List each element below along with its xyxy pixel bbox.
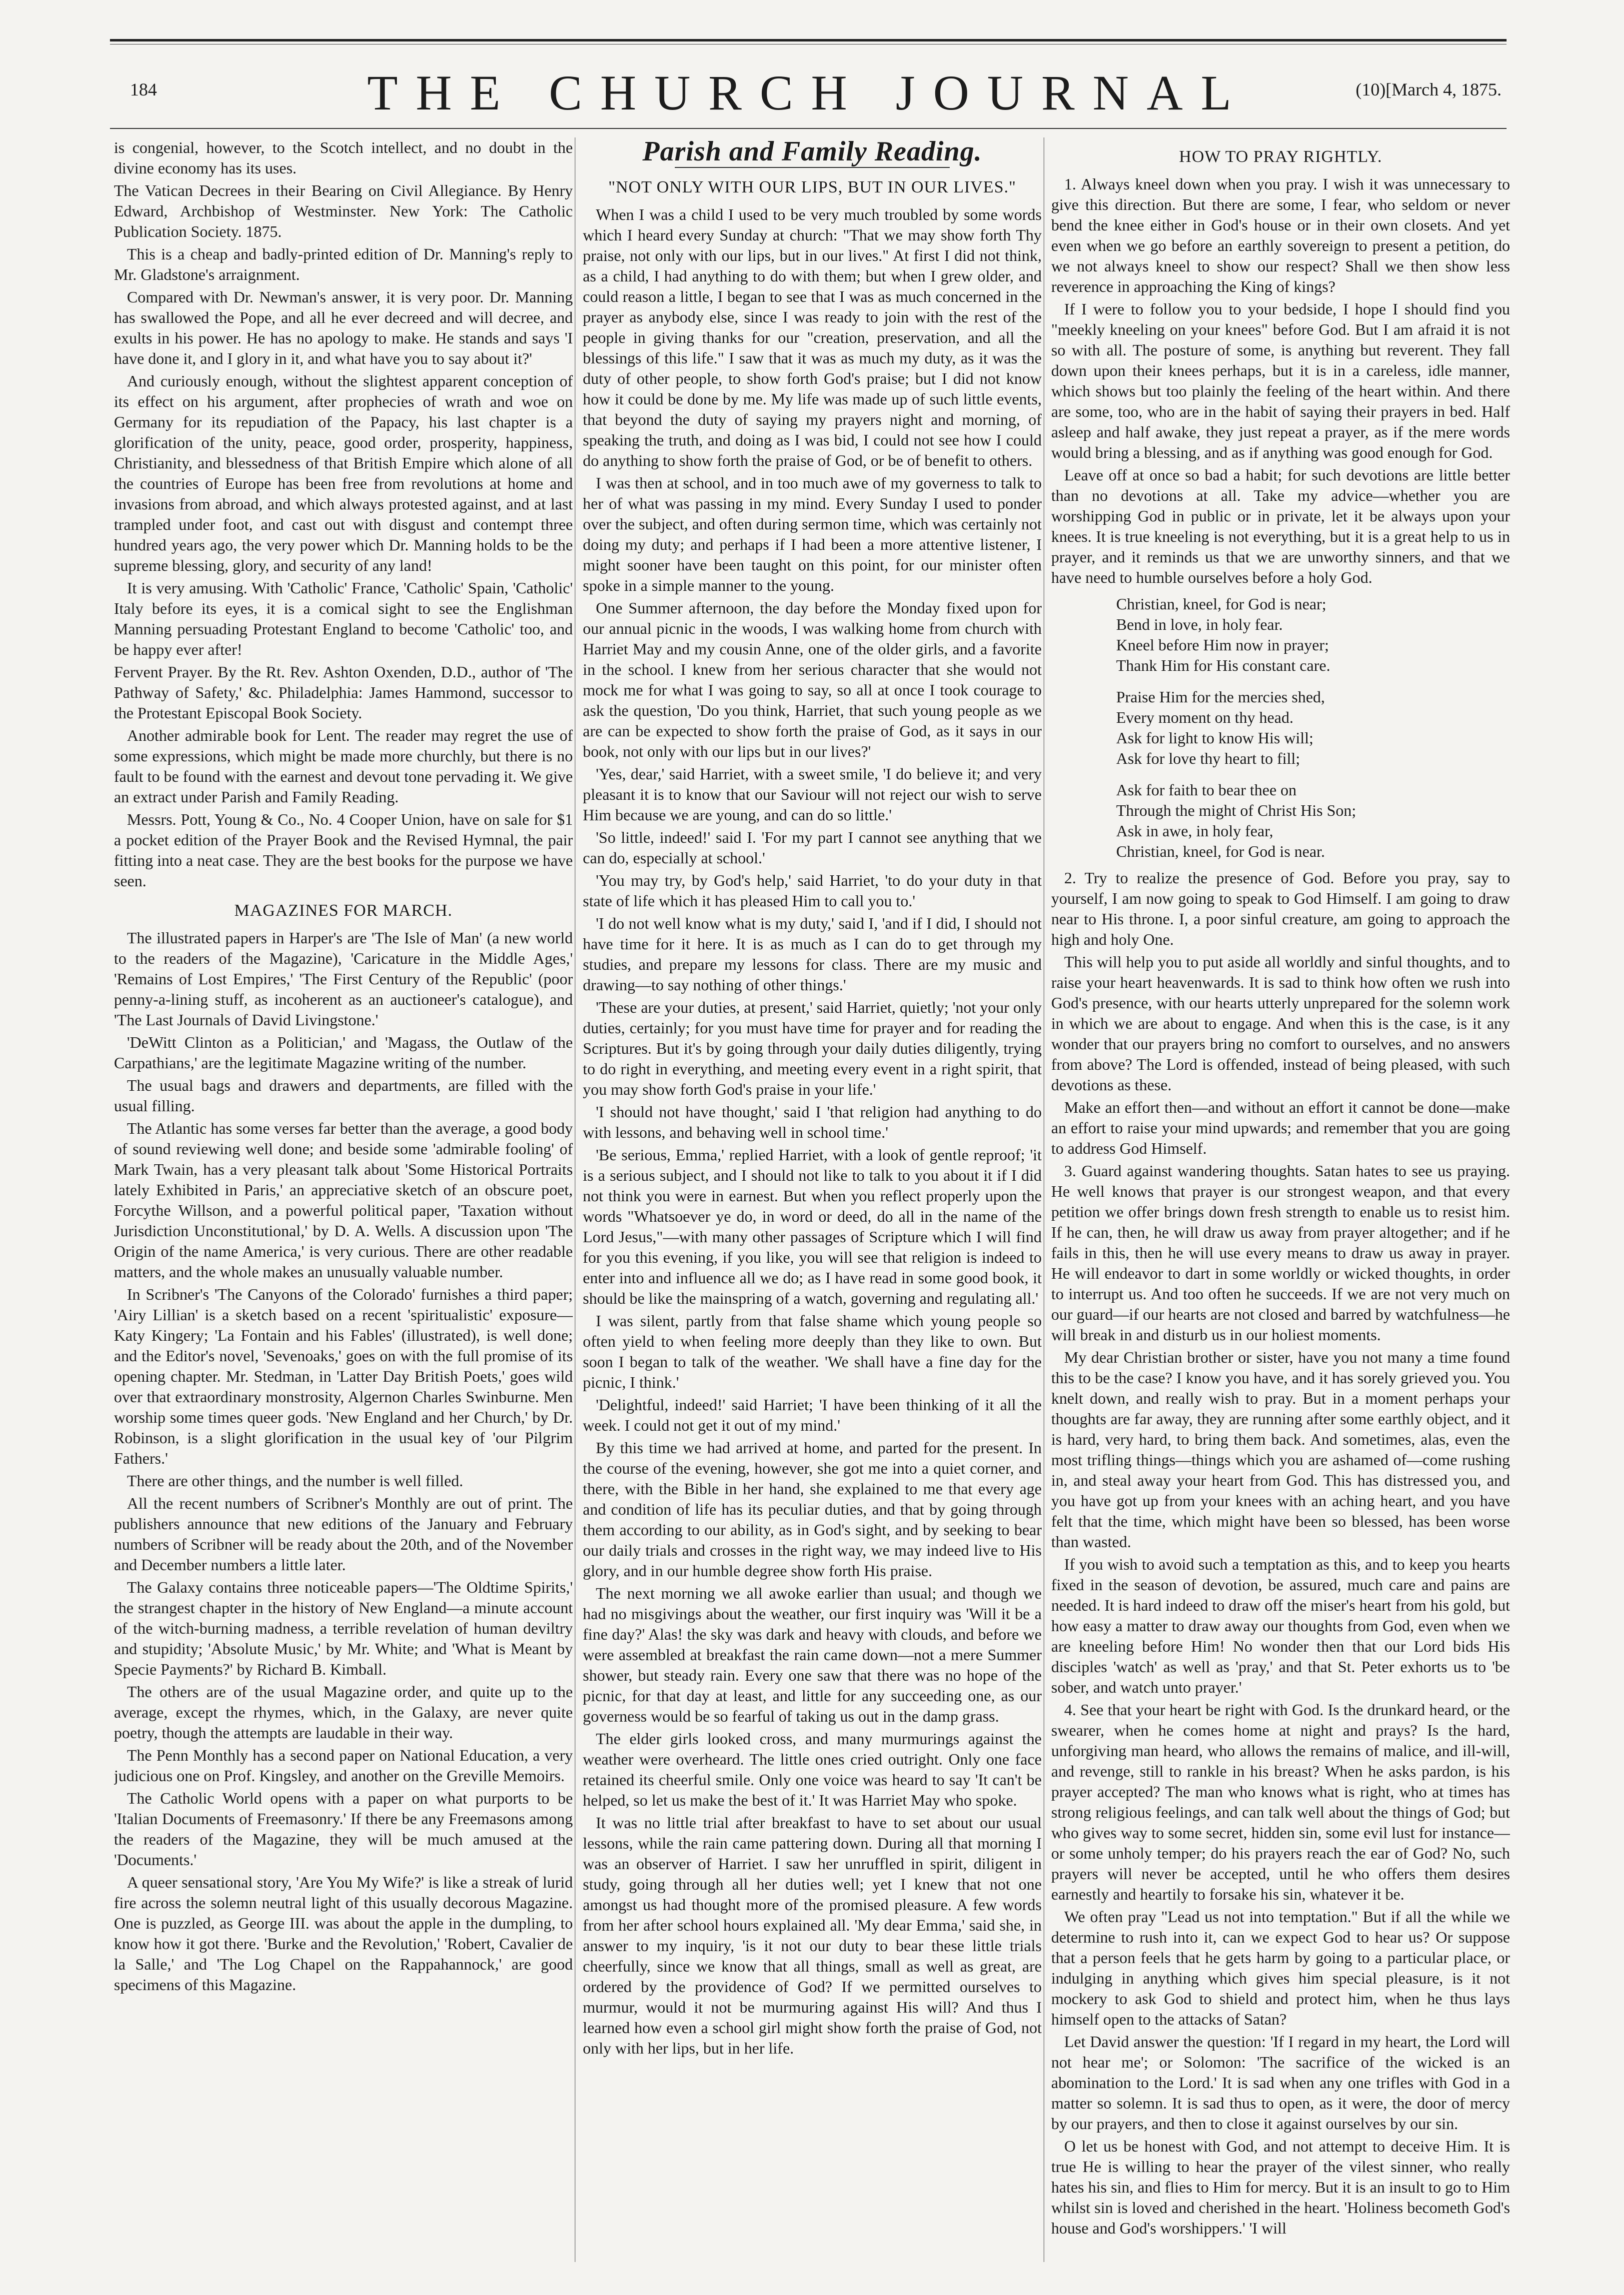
paragraph: The Atlantic has some verses far better than the average, a good body of sound reviewing well done; and beside some 'admirable fooling' of Mark Twain, has a very pleasant talk about 'Some Historical Portraits lately Exhibited in Paris,' an appreciative sketch of an obscure poet, Forcythe Willson, and a powerful political paper, 'Taxation without Jurisdiction Unconstitutional,' by D. A. Wells. A discussion upon 'The Origin of the name America,' is very curious. There are other readable matters, and the whole makes an unusually valuable number.	[114, 1119, 573, 1281]
magazine-paragraphs	[114, 928, 573, 1995]
paragraph: This is a cheap and badly-printed edition of Dr. Manning's reply to Mr. Gladstone's arraignment.	[114, 245, 573, 283]
paragraph: When I was a child I used to be very much troubled by some words which I heard every Sunday at church: "That we may show forth Thy praise, not only with our lips, but in our lives." At first I did not think, as a child, I had anything to do with them; but when I grew older, and could reason a little, I began to see that I was as much concerned in the prayer as anybody else, since I was ready to join with the rest of the people in giving thanks for our "creation, preservation, and all the blessings of this life." I saw that it was as much my duty, as it was the duty of other people, to show forth God's praise; but I did not know how it could be done by me. My life was made up of such little events, that beyond the duty of saying my prayers night and morning, of speaking the truth, and doing as I was bid, I could not see how I could do anything to show forth the praise of God, or be of benefit to others.	[583, 205, 1042, 469]
page-header	[110, 60, 1507, 120]
verse-line: Through the might of Christ His Son;	[1116, 801, 1356, 819]
prayer-body	[1051, 868, 1510, 2239]
paragraph: My dear Christian brother or sister, have you not many a time found this to be the case? I know you have, and it has sorely grieved you. You knelt down, and really wish to pray. But in a moment perhaps your thoughts are far away, they are running after some earthly object, and it is hard, very hard, to bring them back. And sometimes, alas, even the most trifling things—things which you are ashamed of—come rushing in, and steal away your heart from God. This has distressed you, and you have got up from your knees with an aching heart, and you have felt that the time, which might have been so blessed, has been worse than wasted.	[1051, 1348, 1510, 1551]
paragraph: The Galaxy contains three noticeable papers—'The Oldtime Spirits,' the strangest chapter in the history of New England—a minute account of the witch-burning madness, a terrible revelation of human deviltry and stupidity; 'Absolute Music,' by Mr. White; and 'What is Meant by Specie Payments?' by Richard B. Kimball.	[114, 1578, 573, 1678]
story-paragraphs	[583, 204, 1042, 2059]
paragraph: 'These are your duties, at present,' said Harriet, quietly; 'not your only duties, certainly; for you must have time for prayer and for reading the Scriptures. But it's by going through your daily duties diligently, trying to do right in everything, and meeting every event in a right spirit, that you may show forth God's praise in your life.'	[583, 998, 1042, 1098]
verse-line: Every moment on thy head.	[1116, 708, 1294, 726]
paragraph: The Catholic World opens with a paper on what purports to be 'Italian Documents of Freemasonry.' If there be any Freemasons among the readers of the Magazine, they will be much amused at the 'Documents.'	[114, 1789, 573, 1869]
issue-dateline: (10)[March 4, 1875.	[1356, 79, 1502, 99]
verse-line: Ask for faith to bear thee on	[1116, 781, 1297, 799]
paragraph: We often pray "Lead us not into temptation." But if all the while we determine to rush into it, can we expect God to hear us? Or suppose that a person feels that he gets harm by going to a particular place, or indulging in anything which gives him special pleasure, is it not mockery to ask God to shield and protect him, when he thus lays himself open to the attacks of Satan?	[1051, 1908, 1510, 2028]
verse-line: Praise Him for the mercies shed,	[1116, 688, 1325, 706]
paragraph: 'So little, indeed!' said I. 'For my part I cannot see anything that we can do, especially at school.'	[583, 828, 1042, 867]
paragraph: 'I should not have thought,' said I 'that religion had anything to do with lessons, and behaving well in school time.'	[583, 1103, 1042, 1141]
paragraph: The illustrated papers in Harper's are 'The Isle of Man' (a new world to the readers of the Magazine), 'Caricature in the Middle Ages,' 'Remains of Lost Empires,' 'The First Century of the Republic' (poor penny-a-lining stuff, as incoherent as an auctioneer's catalogue), and 'The Last Journals of David Livingstone.'	[114, 929, 573, 1029]
paragraph: By this time we had arrived at home, and parted for the present. In the course of the evening, however, she got me into a quiet corner, and there, with the Bible in her hand, she explained to me that every age and condition of life has its peculiar duties, and that by going through them according to our ability, as in God's sight, and by seeking to bear our daily trials and crosses in the right way, we may indeed live to His glory, and in our humble degree show forth His praise.	[583, 1439, 1042, 1580]
verse-line: Christian, kneel, for God is near.	[1116, 842, 1325, 860]
paragraph: 'Be serious, Emma,' replied Harriet, with a look of gentle reproof; 'it is a serious subject, and I should not like to talk to you about it if I did not think you were in earnest. But when you reflect properly upon the words "Whatsoever ye do, in word or deed, do all in the name of the Lord Jesus,"—with many other passages of Scripture which I will find for you this evening, if you like, you will see that religion is indeed to enter into and influence all we do; as I have read in some good book, it should be like the mainspring of a watch, governing and regulating all.'	[583, 1146, 1042, 1307]
masthead-title: THE CHURCH JOURNAL	[367, 65, 1250, 120]
paragraph: 1. Always kneel down when you pray. I wish it was unnecessary to give this direction. But there are some, I fear, who seldom or never bend the knee either in God's house or in their own closets. And yet even when we go before an earthly sovereign to present a petition, do we not always kneel to show our respect? Shall we then show less reverence in approaching the King of kings?	[1051, 175, 1510, 295]
magazines-heading: MAGAZINES FOR MARCH.	[234, 901, 453, 920]
verse-line: Ask for light to know His will;	[1116, 729, 1314, 747]
verse-line: Bend in love, in holy fear.	[1116, 615, 1283, 633]
paragraph: One Summer afternoon, the day before the Monday fixed upon for our annual picnic in the woods, I was walking home from church with Harriet May and my cousin Anne, one of the older girls, and a favorite in the school. I knew from her serious character that she would not mock me for what I was going to say, so all at once I took courage to ask the question, 'Do you think, Harriet, that such young people as we are can be expected to show forth the praise of God, as it says in our book, not only with our lips but in our lives?'	[583, 599, 1042, 760]
column-parish-reading	[583, 137, 1042, 2287]
paragraph: The usual bags and drawers and departments, are filled with the usual filling.	[114, 1076, 573, 1115]
paragraph: 3. Guard against wandering thoughts. Satan hates to see us praying. He well knows that prayer is our strongest weapon, and that every petition we offer brings down fresh strength to enable us to resist him. If he can, then, he will draw us away from prayer altogether; and if he fails in this, then he will use every means to draw us away in prayer. He will endeavor to dart in some worldly or wicked thoughts, in order to interrupt us. And too often he succeeds. If we are not very much on our guard—if our hearts are not closed and barred by watchfulness—he will break in and disturb us in our holiest moments.	[1051, 1162, 1510, 1344]
paragraph: Compared with Dr. Newman's answer, it is very poor. Dr. Manning has swallowed the Pope, and all he ever decreed and will decree, and exults in his power. He has no apology to make. He stands and says 'I have done it, and I glory in it, and what have you to say about it?'	[114, 288, 573, 367]
stanza-break	[1116, 676, 1510, 687]
paragraph: If I were to follow you to your bedside, I hope I should find you "meekly kneeling on your knees" before God. But I am afraid it is not so with all. The posture of some, is anything but reverent. They fall down upon their knees perhaps, but it is in a careless, idle manner, which shows but too plainly the feeling of the heart within. And there are some, too, who are in the habit of saying their prayers in bed. Half asleep and half awake, they just repeat a prayer, as if the mere words would bring a blessing, and as if anything was good enough for God.	[1051, 300, 1510, 461]
paragraph: A queer sensational story, 'Are You My Wife?' is like a streak of lurid fire across the solemn neutral light of this usually decorous Magazine. One is puzzled, as George III. was about the apple in the dumpling, to know how it got there. 'Burke and the Revolution,' 'Robert, Cavalier de la Salle,' and 'The Log Chapel on the Rappahannock,' are good specimens of this Magazine.	[114, 1873, 573, 1994]
paragraph: O let us be honest with God, and not attempt to deceive Him. It is true He is willing to hear the prayer of the vilest sinner, who really hates his sin, and flies to Him for mercy. But it is an insult to go to Him whilst sin is loved and cherished in the heart. 'Holiness becometh God's house and God's worshippers.' 'I will	[1051, 2137, 1510, 2237]
paragraph: All the recent numbers of Scribner's Monthly are out of print. The publishers announce that new editions of the January and February numbers of Scribner will be ready about the 20th, and of the November and December numbers a little later.	[114, 1494, 573, 1574]
paragraph: 'Yes, dear,' said Harriet, with a sweet smile, 'I do believe it; and very pleasant it is to know that our Saviour will not reject our wish to serve Him because we are young, and can do so little.'	[583, 765, 1042, 824]
section-title: Parish and Family Reading.	[642, 137, 982, 167]
verse-line: Thank Him for His constant care.	[1116, 656, 1331, 674]
column-reviews	[114, 137, 573, 2287]
paragraph: If you wish to avoid such a temptation as this, and to keep you hearts fixed in the season of devotion, be assured, much care and pains are needed. It is hard indeed to draw off the miser's heart from his gold, but how easy a matter to draw away our thoughts from God, even when we are kneeling before Him! No wonder then that our Lord bids His disciples 'watch' as well as 'pray,' and that St. Peter exhorts us to 'be sober, and watch unto prayer.'	[1051, 1555, 1510, 1696]
paragraph: The elder girls looked cross, and many murmurings against the weather were overheard. The little ones cried outright. Only one face retained its cheerful smile. Only one voice was heard to say 'It can't be helped, so let us make the best of it.' It was Harriet May who spoke.	[583, 1730, 1042, 1809]
paragraph: Let David answer the question: 'If I regard in my heart, the Lord will not hear me'; or Solomon: 'The sacrifice of the wicked is an abomination to the Lord.' It is sad when any one trifles with God in a matter so solemn. It is sad thus to open, as it were, the door of mercy by our prayers, and then to close it against ourselves by our sin.	[1051, 2033, 1510, 2133]
hymn-verse	[1116, 594, 1510, 862]
story-title: "NOT ONLY WITH OUR LIPS, BUT IN OUR LIVES."	[608, 178, 1016, 196]
verse-line: Christian, kneel, for God is near;	[1116, 595, 1327, 613]
paragraph: The others are of the usual Magazine order, and quite up to the average, except the rhymes, which, in the Galaxy, are never quite poetry, though the attempts are laudable in their way.	[114, 1683, 573, 1742]
paragraph: 4. See that your heart be right with God. Is the drunkard heard, or the swearer, when he comes home at night and prays? Is the hard, unforgiving man heard, who allows the remains of malice, and ill-will, and revenge, still to rankle in his breast? When he asks pardon, is his prayer accepted? The man who knows what is right, who at times has strong religious feelings, and can talk well about the things of God; but who gives way to some secret, hidden sin, some evil lust for instance—or some unholy temper; do his prayers reach the ear of God? No, such prayers will never be accepted, until he who offers them desires earnestly and heartily to forsake his sin, whatever it be.	[1051, 1701, 1510, 1903]
column-prayer	[1051, 137, 1510, 2287]
verse-line: Kneel before Him now in prayer;	[1116, 636, 1329, 654]
paragraph: This will help you to put aside all worldly and sinful thoughts, and to raise your heart heavenwards. It is sad to think how often we rush into God's presence, with our hearts utterly unprepared for the solemn work in which we are about to engage. And when this is the case, is it any wonder that our prayers bring no comfort to ourselves, and no answers from above? The Lord is offended, instead of being pleased, with such devotions as these.	[1051, 953, 1510, 1094]
paragraph: Fervent Prayer. By the Rt. Rev. Ashton Oxenden, D.D., author of 'The Pathway of Safety,' &c. Philadelphia: James Hammond, successor to the Protestant Episcopal Book Society.	[114, 663, 573, 722]
header-rule	[110, 128, 1507, 129]
paragraph: It is very amusing. With 'Catholic' France, 'Catholic' Spain, 'Catholic' Italy before its eyes, it is a comical sight to see the Englishman Manning persuading Protestant England to become 'Catholic' too, and be happy ever after!	[114, 579, 573, 658]
paragraph: In Scribner's 'The Canyons of the Colorado' furnishes a third paper; 'Airy Lillian' is a sketch based on a recent 'spiritualistic' exposure—Katy Kingery; 'La Fontain and his Fables' (illustrated), is well done; and the Editor's novel, 'Sevenoaks,' goes on with the full promise of its opening chapter. Mr. Stedman, in 'Latter Day British Poets,' goes wild over that extraordinary monstrosity, Algernon Charles Swinburne. Men worship some times queer gods. 'New England and her Church,' by Dr. Robinson, is a slight glorification in the usual key of 'our Pilgrim Fathers.'	[114, 1285, 573, 1467]
paragraph: 'I do not well know what is my duty,' said I, 'and if I did, I should not have time for it here. It is as much as I can do to get through my studies, and prepare my lessons for class. There are my music and drawing—to say nothing of other things.'	[583, 914, 1042, 994]
paragraph: And curiously enough, without the slightest apparent conception of its effect on his argument, after prophecies of wrath and woe on Germany for its repudiation of the Papacy, his last chapter is a glorification of the unity, peace, good order, prosperity, happiness, Christianity, and blessedness of that British Empire which alone of all the countries of Europe has been free from revolutions at home and invasions from abroad, and which always protested against, and at last trampled under foot, and cast out with disgust and contempt three hundred years ago, the very power which Dr. Manning holds to be the supreme blessing, glory, and security of any land!	[114, 372, 573, 574]
paragraph: Messrs. Pott, Young & Co., No. 4 Cooper Union, have on sale for $1 a pocket edition of the Prayer Book and the Revised Hymnal, the pair fitting into a neat case. They are the best books for the purpose we have seen.	[114, 810, 573, 890]
paragraph: The Penn Monthly has a second paper on National Education, a very judicious one on Prof. Kingsley, and another on the Greville Memoirs.	[114, 1746, 573, 1785]
paragraph: I was silent, partly from that false shame which young people so often yield to when feeling more deeply than they like to own. But soon I began to talk of the weather. 'We shall have a fine day for the picnic, I think.'	[583, 1312, 1042, 1391]
paragraph: 'DeWitt Clinton as a Politician,' and 'Magass, the Outlaw of the Carpathians,' are the legitimate Magazine writing of the number.	[114, 1033, 573, 1072]
paragraph: There are other things, and the number is well filled.	[127, 1472, 463, 1490]
paragraph: It was no little trial after breakfast to have to set about our usual lessons, while the rain came pattering down. During all that morning I was an observer of Harriet. I saw her unruffled in spirit, diligent in study, going through all her duties well; yet I knew that not one amongst us had thought more of the promised pleasure. A few words from her after school hours explained all. 'My dear Emma,' said she, in answer to my inquiry, 'is it not our duty to bear these little trials cheerfully, since we know that all things, small as well as great, are ordered by the providence of God? If we permitted ourselves to murmur, would it not be murmuring against His will? And thus I learned how even a school girl might show forth the praise of God, not only with her lips, but in her life.	[583, 1814, 1042, 2057]
page-number: 184	[130, 79, 157, 99]
paragraph: Make an effort then—and without an effort it cannot be done—make an effort to raise your mind upwards; and remember that you are going to address God Himself.	[1051, 1098, 1510, 1157]
paragraph: is congenial, however, to the Scotch intellect, and no doubt in the divine economy has its uses.	[114, 138, 573, 177]
prayer-intro	[1051, 174, 1510, 588]
paragraph: 2. Try to realize the presence of God. Before you pray, say to yourself, I am now going to speak to God Himself. I am going to draw near to His throne. I, a poor sinful creature, am going to approach the high and holy One.	[1051, 869, 1510, 948]
top-rule-thick	[110, 39, 1507, 41]
prayer-heading: HOW TO PRAY RIGHTLY.	[1179, 147, 1383, 166]
paragraph: The next morning we all awoke earlier than usual; and though we had no misgivings about the weather, our first inquiry was 'Will it be a fine day?' Alas! the sky was dark and heavy with clouds, and before we were assembled at breakfast the rain came down—not a mere Summer shower, but steady rain. Every one saw that there was no hope of the picnic, for that day at least, and little for any succeeding one, as our governess would be so fearful of taking us out in the damp grass.	[583, 1584, 1042, 1725]
paragraph: Leave off at once so bad a habit; for such devotions are little better than no devotions at all. Take my advice—whether you are worshipping God in public or in private, let it be always upon your knees. It is true kneeling is not everything, but it is a great help to us in prayer, and it reminds us that we are unworthy sinners, and that we have need to humble ourselves before a holy God.	[1051, 466, 1510, 586]
section-rule	[675, 167, 950, 168]
paragraph: The Vatican Decrees in their Bearing on Civil Allegiance. By Henry Edward, Archbishop of Westminster. New York: The Catholic Publication Society. 1875.	[114, 181, 573, 240]
stanza-break	[1116, 769, 1510, 780]
paragraph: I was then at school, and in too much awe of my governess to talk to her of what was passing in my mind. Every Sunday I used to ponder over the subject, and often during sermon time, which was certainly not doing my duty; and perhaps if I had been a more attentive listener, I might sooner have been taught on this point, for our minister often spoke in a simple manner to the young.	[583, 474, 1042, 594]
paragraph: 'Delightful, indeed!' said Harriet; 'I have been thinking of it all the week. I could not get it out of my mind.'	[583, 1396, 1042, 1434]
paragraph: Another admirable book for Lent. The reader may regret the use of some expressions, which might be made more churchly, but there is no fault to be found with the earnest and devout tone pervading it. We give an extract under Parish and Family Reading.	[114, 726, 573, 806]
verse-line: Ask for love thy heart to fill;	[1116, 749, 1300, 767]
review-paragraphs	[114, 137, 573, 891]
paragraph: 'You may try, by God's help,' said Harriet, 'to do your duty in that state of life which it has pleased Him to call you to.'	[583, 871, 1042, 910]
verse-line: Ask in awe, in holy fear,	[1116, 822, 1274, 840]
